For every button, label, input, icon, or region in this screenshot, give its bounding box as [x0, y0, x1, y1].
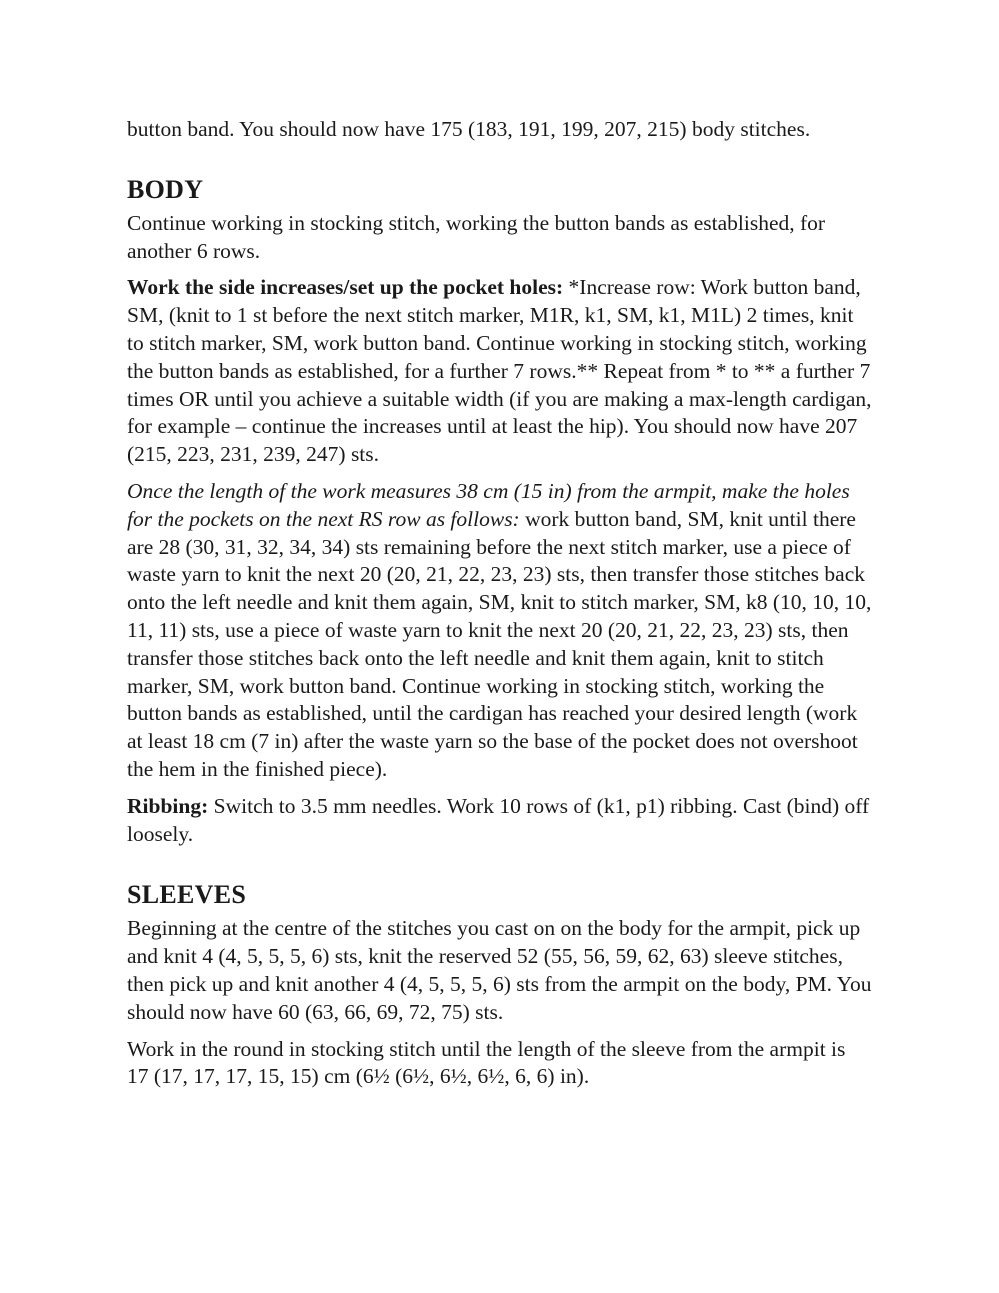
side-increases-lead: Work the side increases/set up the pocket holes: — [127, 275, 564, 300]
document-page — [127, 116, 872, 1100]
body-paragraph-side-increases — [127, 274, 872, 469]
body-paragraph-1: Continue working in stocking stitch, working the button bands as established, for another 6 rows. — [127, 210, 826, 263]
body-paragraph-pocket-holes — [127, 478, 872, 784]
body-heading: BODY — [127, 174, 204, 204]
body-paragraph-ribbing — [127, 793, 872, 849]
intro-paragraph: button band. You should now have 175 (183, 191, 199, 207, 215) body stitches. — [127, 117, 811, 141]
pocket-holes-lead: Once the length of the work measures 38 cm (15 in) from the armpit, make the holes for the pockets on the next RS row as follows: — [127, 478, 850, 531]
sleeves-heading: SLEEVES — [127, 880, 247, 910]
sleeves-paragraph-1: Beginning at the centre of the stitches you cast on on the body for the armpit, pick up and knit 4 (4, 5, 5, 5, 6) sts, knit the reserved 52 (55, 56, 59, 62, 63) sleeve stitches, then pick up and knit another 4 (4, 5, 5, 5, 6) sts from the armpit on the body, PM. You should now have 60 (63, 66, 69, 72, 75) sts. — [127, 916, 872, 1024]
ribbing-lead: Ribbing: — [127, 793, 209, 818]
side-increases-text: *Increase row: Work button band, SM, (knit to 1 st before the next stitch marker, M1R, k1, SM, k1, M1L) 2 times, knit to stitch marker, SM, work button band. Continue working in stocking stitch, working the button bands as established, for a further 7 rows.** Repeat from * to ** a further 7 times OR until you achieve a suitable width (if you are making a max-length cardigan, for example – continue the increases until at least the hip). You should now have 207 (215, 223, 231, 239, 247) sts. — [127, 275, 872, 467]
sleeves-paragraph-2: Work in the round in stocking stitch until the length of the sleeve from the armpit is 17 (17, 17, 17, 15, 15) cm (6½ (6½, 6½, 6½, 6, 6) in). — [127, 1036, 846, 1089]
pocket-holes-text: work button band, SM, knit until there are 28 (30, 31, 32, 34, 34) sts remaining before the next stitch marker, use a piece of waste yarn to knit the next 20 (20, 21, 22, 23, 23) sts, then transfer those stitches back onto the left needle and knit them again, SM, knit to stitch marker, SM, k8 (10, 10, 10, 11, 11) sts, use a piece of waste yarn to knit the next 20 (20, 21, 22, 23, 23) sts, then transfer those stitches back onto the left needle and knit them again, knit to stitch marker, SM, work button band. Continue working in stocking stitch, working the button bands as established, until the cardigan has reached your desired length (work at least 18 cm (7 in) after the waste yarn so the base of the pocket does not overshoot the hem in the finished piece). — [127, 506, 872, 781]
ribbing-text: Switch to 3.5 mm needles. Work 10 rows of (k1, p1) ribbing. Cast (bind) off loosely. — [127, 793, 870, 846]
